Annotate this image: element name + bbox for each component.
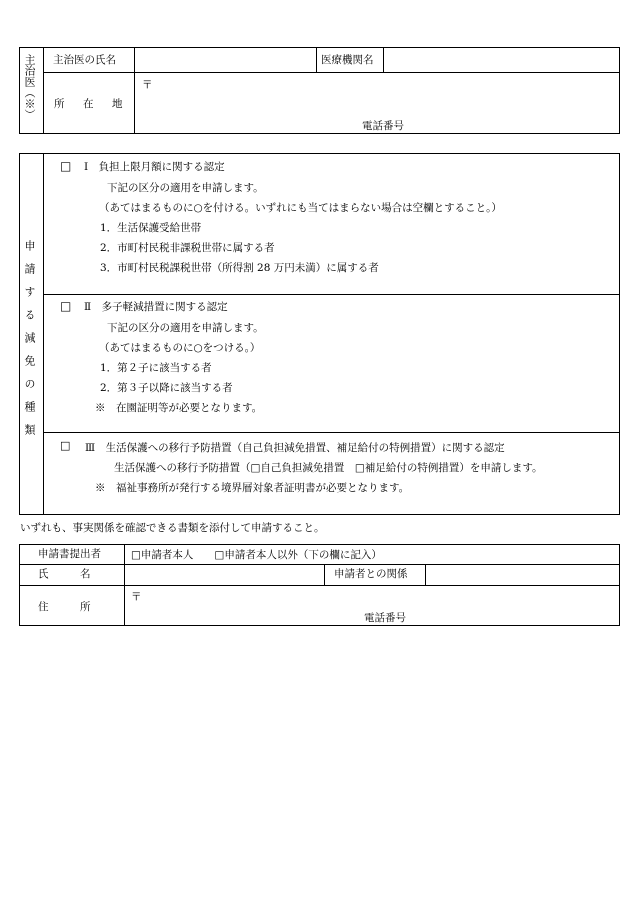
section3-note: ※ 福祉事務所が発行する境界層対象者証明書が必要となります。	[95, 482, 410, 494]
physician-name-label: 主治医の氏名	[53, 54, 116, 66]
submitter-name-field[interactable]	[130, 569, 318, 583]
physician-postal-mark: 〒	[142, 79, 153, 91]
institution-left-divider	[316, 47, 317, 72]
section2-checkbox[interactable]: □	[60, 299, 72, 313]
section1-line1: 下記の区分の適用を申請します。	[107, 182, 264, 194]
submitter-row1-divider	[19, 564, 620, 565]
relation-right-divider	[425, 564, 426, 585]
submitter-label: 申請書提出者	[38, 548, 101, 560]
section3-checkbox[interactable]: □	[60, 439, 71, 452]
section2-line2: （あてはまるものに○をつける。）	[99, 342, 261, 354]
section2-option-1: 1．第２子に該当する者	[100, 362, 212, 374]
section2-option-2: 2．第３子以降に該当する者	[100, 382, 233, 394]
physician-name-field[interactable]	[140, 55, 310, 69]
section2-note: ※ 在園証明等が必要となります。	[95, 402, 263, 414]
section3-title: Ⅲ 生活保護への移行予防措置（自己負担減免措置、補足給付の特例措置）に関する認定	[85, 442, 505, 454]
section1-checkbox[interactable]: □	[60, 159, 72, 173]
instruction-text: いずれも、事実関係を確認できる書類を添付して申請すること。	[20, 522, 325, 534]
institution-field[interactable]	[390, 55, 615, 69]
relation-left-divider	[324, 564, 325, 585]
section1-bottom-divider	[43, 294, 620, 295]
institution-label: 医療機関名	[321, 54, 374, 66]
section1-title: Ⅰ 負担上限月額に関する認定	[84, 161, 225, 173]
reduction-vertical-label: 申請する減免の種類	[23, 240, 36, 447]
institution-right-divider	[383, 47, 384, 72]
reduction-col-divider	[43, 153, 44, 515]
submitter-row2-divider	[19, 585, 620, 586]
submitter-name-label: 氏 名	[38, 568, 91, 580]
section2-title: Ⅱ 多子軽減措置に関する認定	[84, 301, 228, 313]
section1-option-1: 1．生活保護受給世帯	[100, 222, 202, 234]
submitter-postal-mark: 〒	[131, 591, 142, 603]
physician-label-divider	[134, 47, 135, 134]
physician-row-divider	[43, 72, 620, 73]
section3-line1: 生活保護への移行予防措置（□自己負担減免措置 □補足給付の特例措置）を申請します。	[114, 462, 543, 474]
section1-option-2: 2．市町村民税非課税世帯に属する者	[100, 242, 275, 254]
physician-address-label: 所 在 地	[54, 98, 127, 110]
relation-field[interactable]	[430, 569, 615, 583]
section1-line2: （あてはまるものに○を付ける。いずれにも当てはまらない場合は空欄とすること。）	[99, 202, 502, 214]
physician-phone-label: 電話番号	[362, 120, 404, 132]
submitter-options[interactable]: □申請者本人 □申請者本人以外（下の欄に記入）	[131, 549, 382, 561]
section2-line1: 下記の区分の適用を申請します。	[107, 322, 264, 334]
section2-bottom-divider	[43, 432, 620, 433]
submitter-address-label: 住 所	[38, 601, 91, 613]
physician-vertical-label: 主治医（※）	[23, 54, 36, 120]
relation-label: 申請者との関係	[334, 568, 408, 580]
section1-option-3: 3．市町村民税課税世帯（所得割 28 万円未満）に属する者	[100, 262, 379, 274]
submitter-phone-label: 電話番号	[364, 612, 406, 624]
physician-col-divider	[43, 47, 44, 134]
